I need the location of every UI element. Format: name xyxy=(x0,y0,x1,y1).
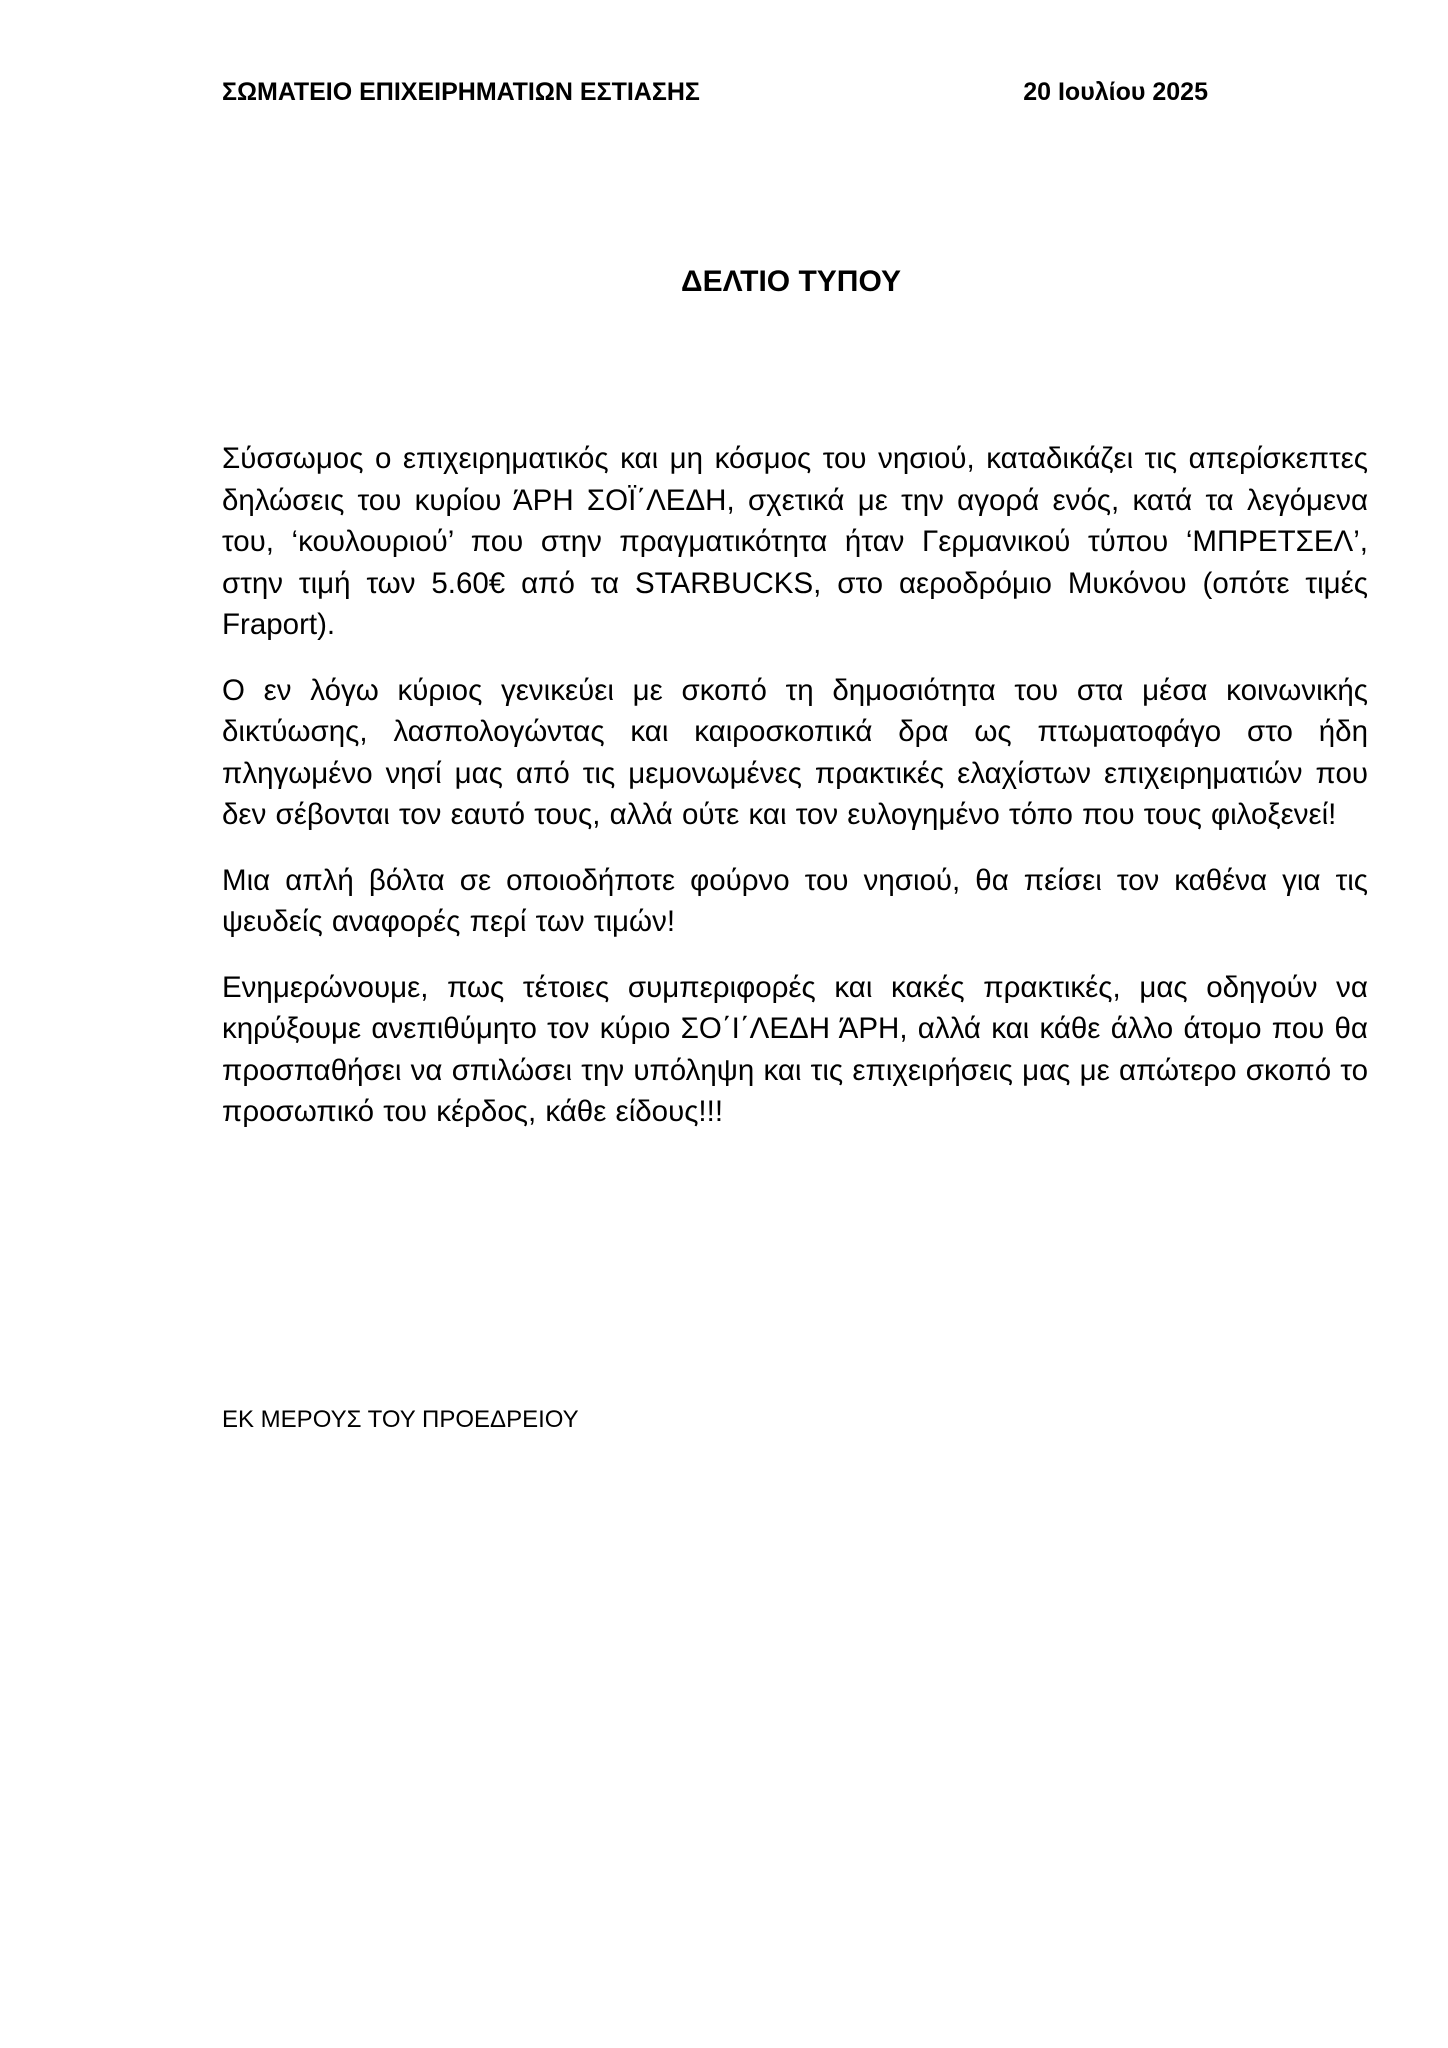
paragraph: Σύσσωμος ο επιχειρηματικός και μη κόσμος του νησιού, καταδικάζει τις απερίσκεπτες δηλώσεις του κυρίου ΆΡΗ ΣΟΪ΄ΛΕΔΗ, σχετικά με την αγορά ενός, κατά τα λεγόμενα του, ‘κουλουριού’ που στην πραγματικότητα ήταν Γερμανικού τύπου ‘ΜΠΡΕΤΣΕΛ’, στην τιμή των 5.60€ από τα STARBUCKS, στο αεροδρόμιο Μυκόνου (οπότε τιμές Fraport). xyxy=(222,442,1368,641)
document-title: ΔΕΛΤΙΟ ΤΥΠΟΥ xyxy=(681,265,901,298)
document-date: 20 Ιουλίου 2025 xyxy=(1023,78,1208,106)
organization-name: ΣΩΜΑΤΕΙΟ ΕΠΙΧΕΙΡΗΜΑΤΙΩΝ ΕΣΤΙΑΣΗΣ xyxy=(222,78,700,106)
paragraph: Ο εν λόγω κύριος γενικεύει με σκοπό τη δημοσιότητα του στα μέσα κοινωνικής δικτύωσης, λασπολογώντας και καιροσκοπικά δρα ως πτωματοφάγο στο ήδη πληγωμένο νησί μας από τις μεμονωμένες πρακτικές ελαχίστων επιχειρηματιών που δεν σέβονται τον εαυτό τους, αλλά ούτε και τον ευλογημένο τόπο που τους φιλοξενεί! xyxy=(222,673,1368,831)
paragraph: Μια απλή βόλτα σε οποιοδήποτε φούρνο του νησιού, θα πείσει τον καθένα για τις ψευδείς αναφορές περί των τιμών! xyxy=(222,863,1368,938)
document-header xyxy=(222,76,1208,108)
document-title-row xyxy=(0,262,1448,302)
signature-line: ΕΚ ΜΕΡΟΥΣ ΤΟΥ ΠΡΟΕΔΡΕΙΟΥ xyxy=(222,1406,579,1433)
paragraph: Ενημερώνουμε, πως τέτοιες συμπεριφορές και κακές πρακτικές, μας οδηγούν να κηρύξουμε ανεπιθύμητο τον κύριο ΣΟ΄Ι΄ΛΕΔΗ ΆΡΗ, αλλά και κάθε άλλο άτομο που θα προσπαθήσει να σπιλώσει την υπόληψη και τις επιχειρήσεις μας με απώτερο σκοπό το προσωπικό του κέρδος, κάθε είδους!!! xyxy=(222,970,1368,1128)
document-body xyxy=(222,438,1368,1157)
